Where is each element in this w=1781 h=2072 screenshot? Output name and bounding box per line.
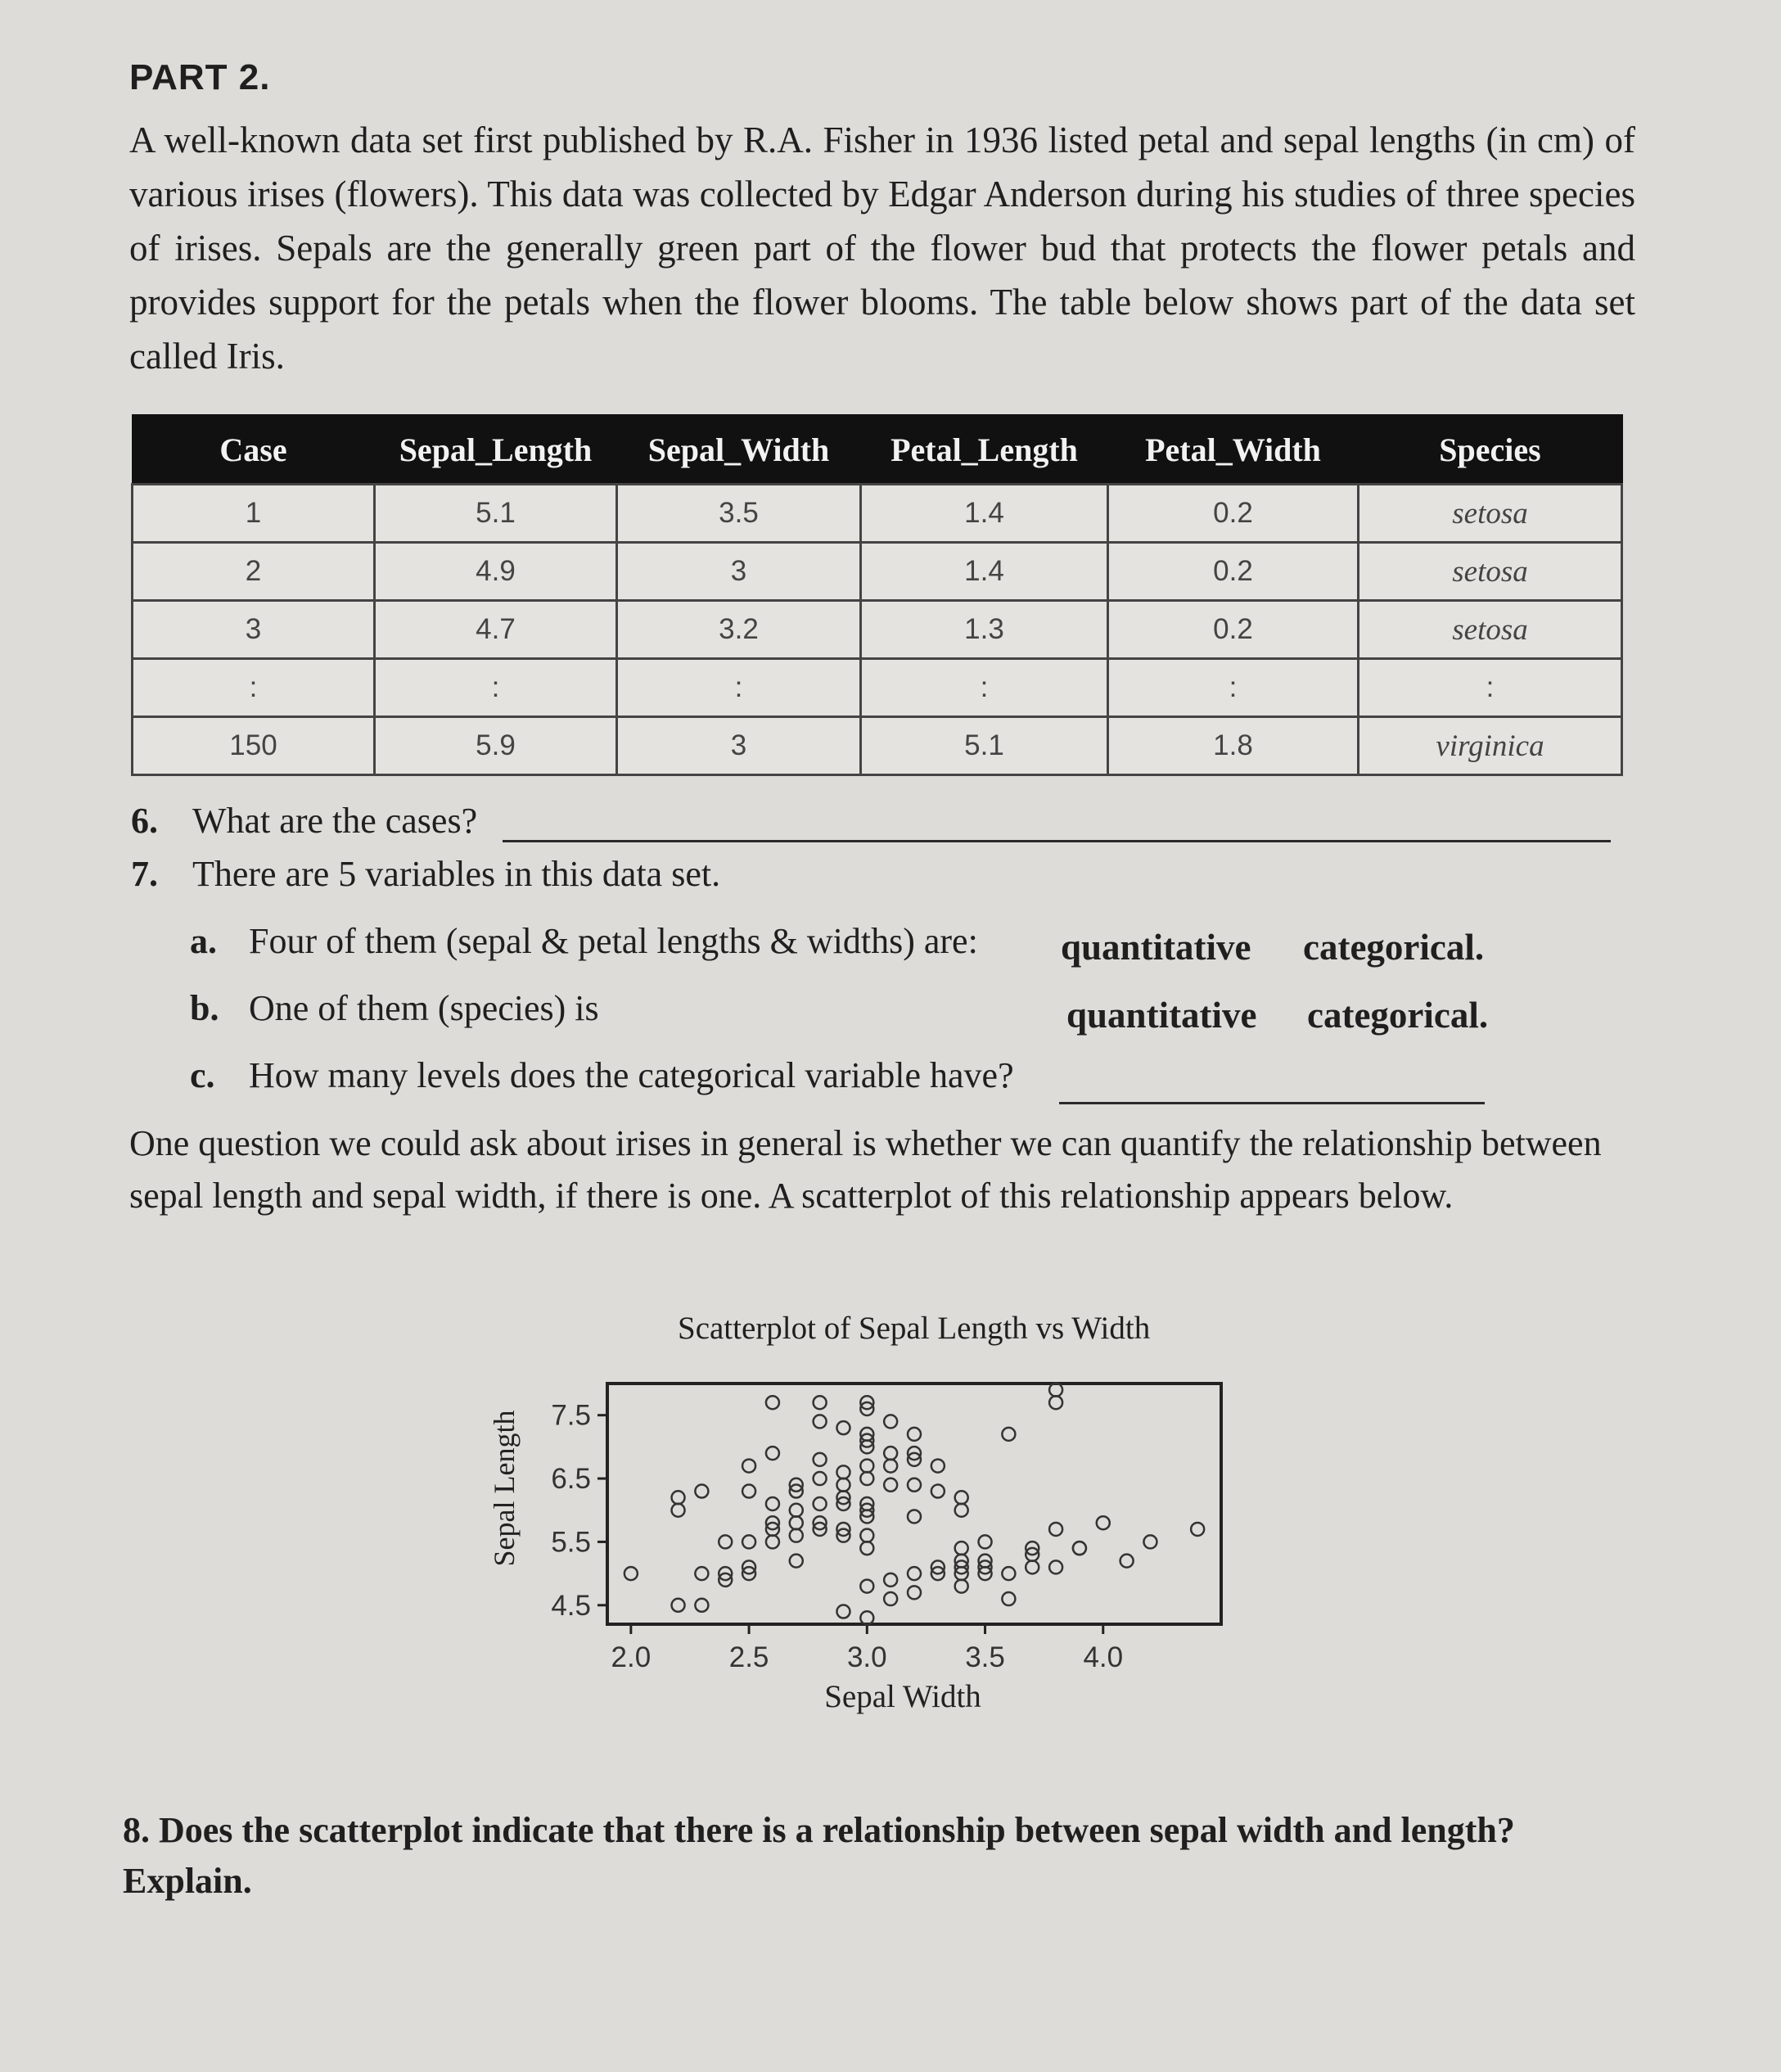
scatter-point: [955, 1542, 968, 1555]
choice-categorical-a[interactable]: categorical.: [1303, 927, 1485, 968]
table-cell: :: [617, 659, 861, 717]
scatter-point: [860, 1529, 873, 1542]
x-tick-label: 2.5: [728, 1641, 769, 1673]
scatter-point: [814, 1453, 827, 1466]
question-text: One of them (species) is: [249, 988, 599, 1028]
data-points: [624, 1384, 1204, 1625]
scatter-point: [836, 1465, 850, 1478]
table-cell: setosa: [1359, 485, 1622, 543]
scatter-point: [695, 1599, 708, 1612]
scatter-point: [719, 1535, 732, 1548]
table-cell: 2: [133, 543, 375, 601]
scatter-point: [814, 1472, 827, 1485]
question-number: 6.: [131, 801, 158, 841]
table-cell: 150: [133, 717, 375, 775]
table-cell: 3: [617, 543, 861, 601]
scatter-point: [1191, 1523, 1204, 1536]
y-tick-label: 5.5: [551, 1526, 591, 1559]
y-axis-label: Sepal Length: [488, 1410, 521, 1567]
x-tick-label: 3.5: [965, 1641, 1005, 1673]
scatter-point: [908, 1586, 921, 1599]
table-cell: setosa: [1359, 601, 1622, 659]
scatter-point: [1026, 1560, 1039, 1573]
scatter-point: [695, 1567, 708, 1580]
scatter-point: [860, 1472, 873, 1485]
question-number: 7.: [131, 854, 158, 894]
table-cell: 1.8: [1108, 717, 1359, 775]
scatter-point: [884, 1415, 897, 1428]
scatter-point: [790, 1516, 803, 1529]
y-tick-label: 4.5: [551, 1589, 591, 1622]
choice-quantitative-b[interactable]: quantitative: [1066, 995, 1257, 1036]
scatter-point: [836, 1605, 850, 1618]
table-cell: :: [1108, 659, 1359, 717]
scatter-point: [672, 1599, 685, 1612]
table-cell: 1.4: [861, 485, 1108, 543]
scatter-point: [1049, 1384, 1062, 1397]
scatter-point: [931, 1485, 945, 1498]
table-cell: 5.1: [375, 485, 617, 543]
table-cell: 4.7: [375, 601, 617, 659]
scatter-point: [955, 1504, 968, 1517]
table-cell: :: [1359, 659, 1622, 717]
table-cell: 5.1: [861, 717, 1108, 775]
scatter-point: [836, 1421, 850, 1434]
scatter-point: [814, 1396, 827, 1409]
table-cell: :: [375, 659, 617, 717]
scatter-point: [1049, 1396, 1062, 1409]
part-title: PART 2.: [129, 57, 271, 97]
table-cell: setosa: [1359, 543, 1622, 601]
scatter-point: [1097, 1516, 1110, 1529]
table-cell: 0.2: [1108, 601, 1359, 659]
table-header: Petal_Width: [1108, 415, 1359, 485]
table-header: Sepal_Length: [375, 415, 617, 485]
scatter-point: [672, 1504, 685, 1517]
scatter-point: [672, 1491, 685, 1504]
scatter-point: [790, 1504, 803, 1517]
question-letter: b.: [190, 988, 219, 1028]
table-cell: 0.2: [1108, 543, 1359, 601]
scatter-point: [860, 1460, 873, 1473]
table-cell: 3.5: [617, 485, 861, 543]
scatter-point: [955, 1491, 968, 1504]
scatter-point: [1073, 1542, 1086, 1555]
scatter-point: [884, 1592, 897, 1605]
scatter-point: [860, 1580, 873, 1593]
scatter-point: [931, 1460, 945, 1473]
scatter-point: [836, 1478, 850, 1492]
scatter-point: [695, 1485, 708, 1498]
scatter-point: [1002, 1592, 1015, 1605]
question-letter: a.: [190, 921, 217, 961]
table-header: Sepal_Width: [617, 415, 861, 485]
scatter-point: [742, 1535, 755, 1548]
question-text: What are the cases?: [192, 801, 478, 841]
table-cell: 4.9: [375, 543, 617, 601]
table-cell: 3.2: [617, 601, 861, 659]
scatter-point: [884, 1478, 897, 1492]
scatter-point: [790, 1529, 803, 1542]
table-cell: virginica: [1359, 717, 1622, 775]
scatter-point: [860, 1542, 873, 1555]
x-axis: [611, 1624, 1124, 1673]
x-tick-label: 3.0: [846, 1641, 887, 1673]
scatter-point: [624, 1567, 638, 1580]
x-axis-label: Sepal Width: [824, 1679, 981, 1714]
y-tick-label: 7.5: [551, 1399, 591, 1432]
y-axis: [551, 1400, 607, 1622]
scatter-point: [742, 1485, 755, 1498]
scatter-point: [766, 1447, 779, 1460]
table-cell: 1: [133, 485, 375, 543]
question-text: Four of them (sepal & petal lengths & widths) are:: [249, 921, 978, 961]
scatter-point: [1002, 1428, 1015, 1441]
scatter-point: [1002, 1567, 1015, 1580]
choice-categorical-b[interactable]: categorical.: [1307, 995, 1489, 1036]
y-tick-label: 6.5: [551, 1463, 591, 1496]
table-cell: 0.2: [1108, 485, 1359, 543]
question-8: 8. Does the scatterplot indicate that there is a relationship between sepal width and length? Explain.: [123, 1810, 1515, 1901]
scatter-point: [742, 1460, 755, 1473]
scatter-point: [908, 1478, 921, 1492]
table-header: Petal_Length: [861, 415, 1108, 485]
scatter-point: [884, 1460, 897, 1473]
x-tick-label: 2.0: [611, 1641, 652, 1673]
table-header: Case: [133, 415, 375, 485]
scatter-point: [1049, 1560, 1062, 1573]
scatter-point: [814, 1497, 827, 1510]
table-cell: 3: [133, 601, 375, 659]
scatter-point: [1049, 1523, 1062, 1536]
scatter-point: [766, 1497, 779, 1510]
table-cell: 3: [617, 717, 861, 775]
table-cell: 1.3: [861, 601, 1108, 659]
scatter-point: [1143, 1535, 1157, 1548]
chart-title: Scatterplot of Sepal Length vs Width: [678, 1311, 1151, 1346]
scatterplot-intro-paragraph: One question we could ask about irises in general is whether we can quantify the relationship between sepal length and sepal width, if there is one. A scatterplot of this relationship appears below.: [129, 1123, 1602, 1216]
scatter-point: [908, 1428, 921, 1441]
table-cell: 5.9: [375, 717, 617, 775]
scatter-point: [814, 1415, 827, 1428]
scatter-point: [955, 1580, 968, 1593]
question-letter: c.: [190, 1055, 215, 1095]
scatter-point: [979, 1535, 992, 1548]
table-header: Species: [1359, 415, 1622, 485]
scatter-point: [766, 1535, 779, 1548]
question-text: How many levels does the categorical variable have?: [249, 1055, 1014, 1095]
table-cell: :: [133, 659, 375, 717]
scatter-point: [884, 1573, 897, 1587]
scatter-point: [1120, 1555, 1134, 1568]
scatter-point: [766, 1396, 779, 1409]
plot-frame: [607, 1384, 1221, 1624]
scatter-point: [790, 1555, 803, 1568]
scatter-point: [908, 1567, 921, 1580]
scatter-point: [860, 1611, 873, 1624]
question-text: There are 5 variables in this data set.: [192, 854, 721, 894]
choice-quantitative-a[interactable]: quantitative: [1061, 927, 1251, 968]
x-tick-label: 4.0: [1083, 1641, 1124, 1673]
scatter-point: [908, 1510, 921, 1523]
scatter-point: [884, 1447, 897, 1460]
table-cell: :: [861, 659, 1108, 717]
intro-paragraph: A well-known data set first published by R.A. Fisher in 1936 listed petal and sepal lengths (in cm) of various irises (flowers). This data was collected by Edgar Anderson during his studies of three species of irises. Sepals are the generally green part of the flower bud that protects the flower petals and provides support for the petals when the flower blooms. The table below shows part of the data set called Iris.: [129, 120, 1635, 377]
table-cell: 1.4: [861, 543, 1108, 601]
